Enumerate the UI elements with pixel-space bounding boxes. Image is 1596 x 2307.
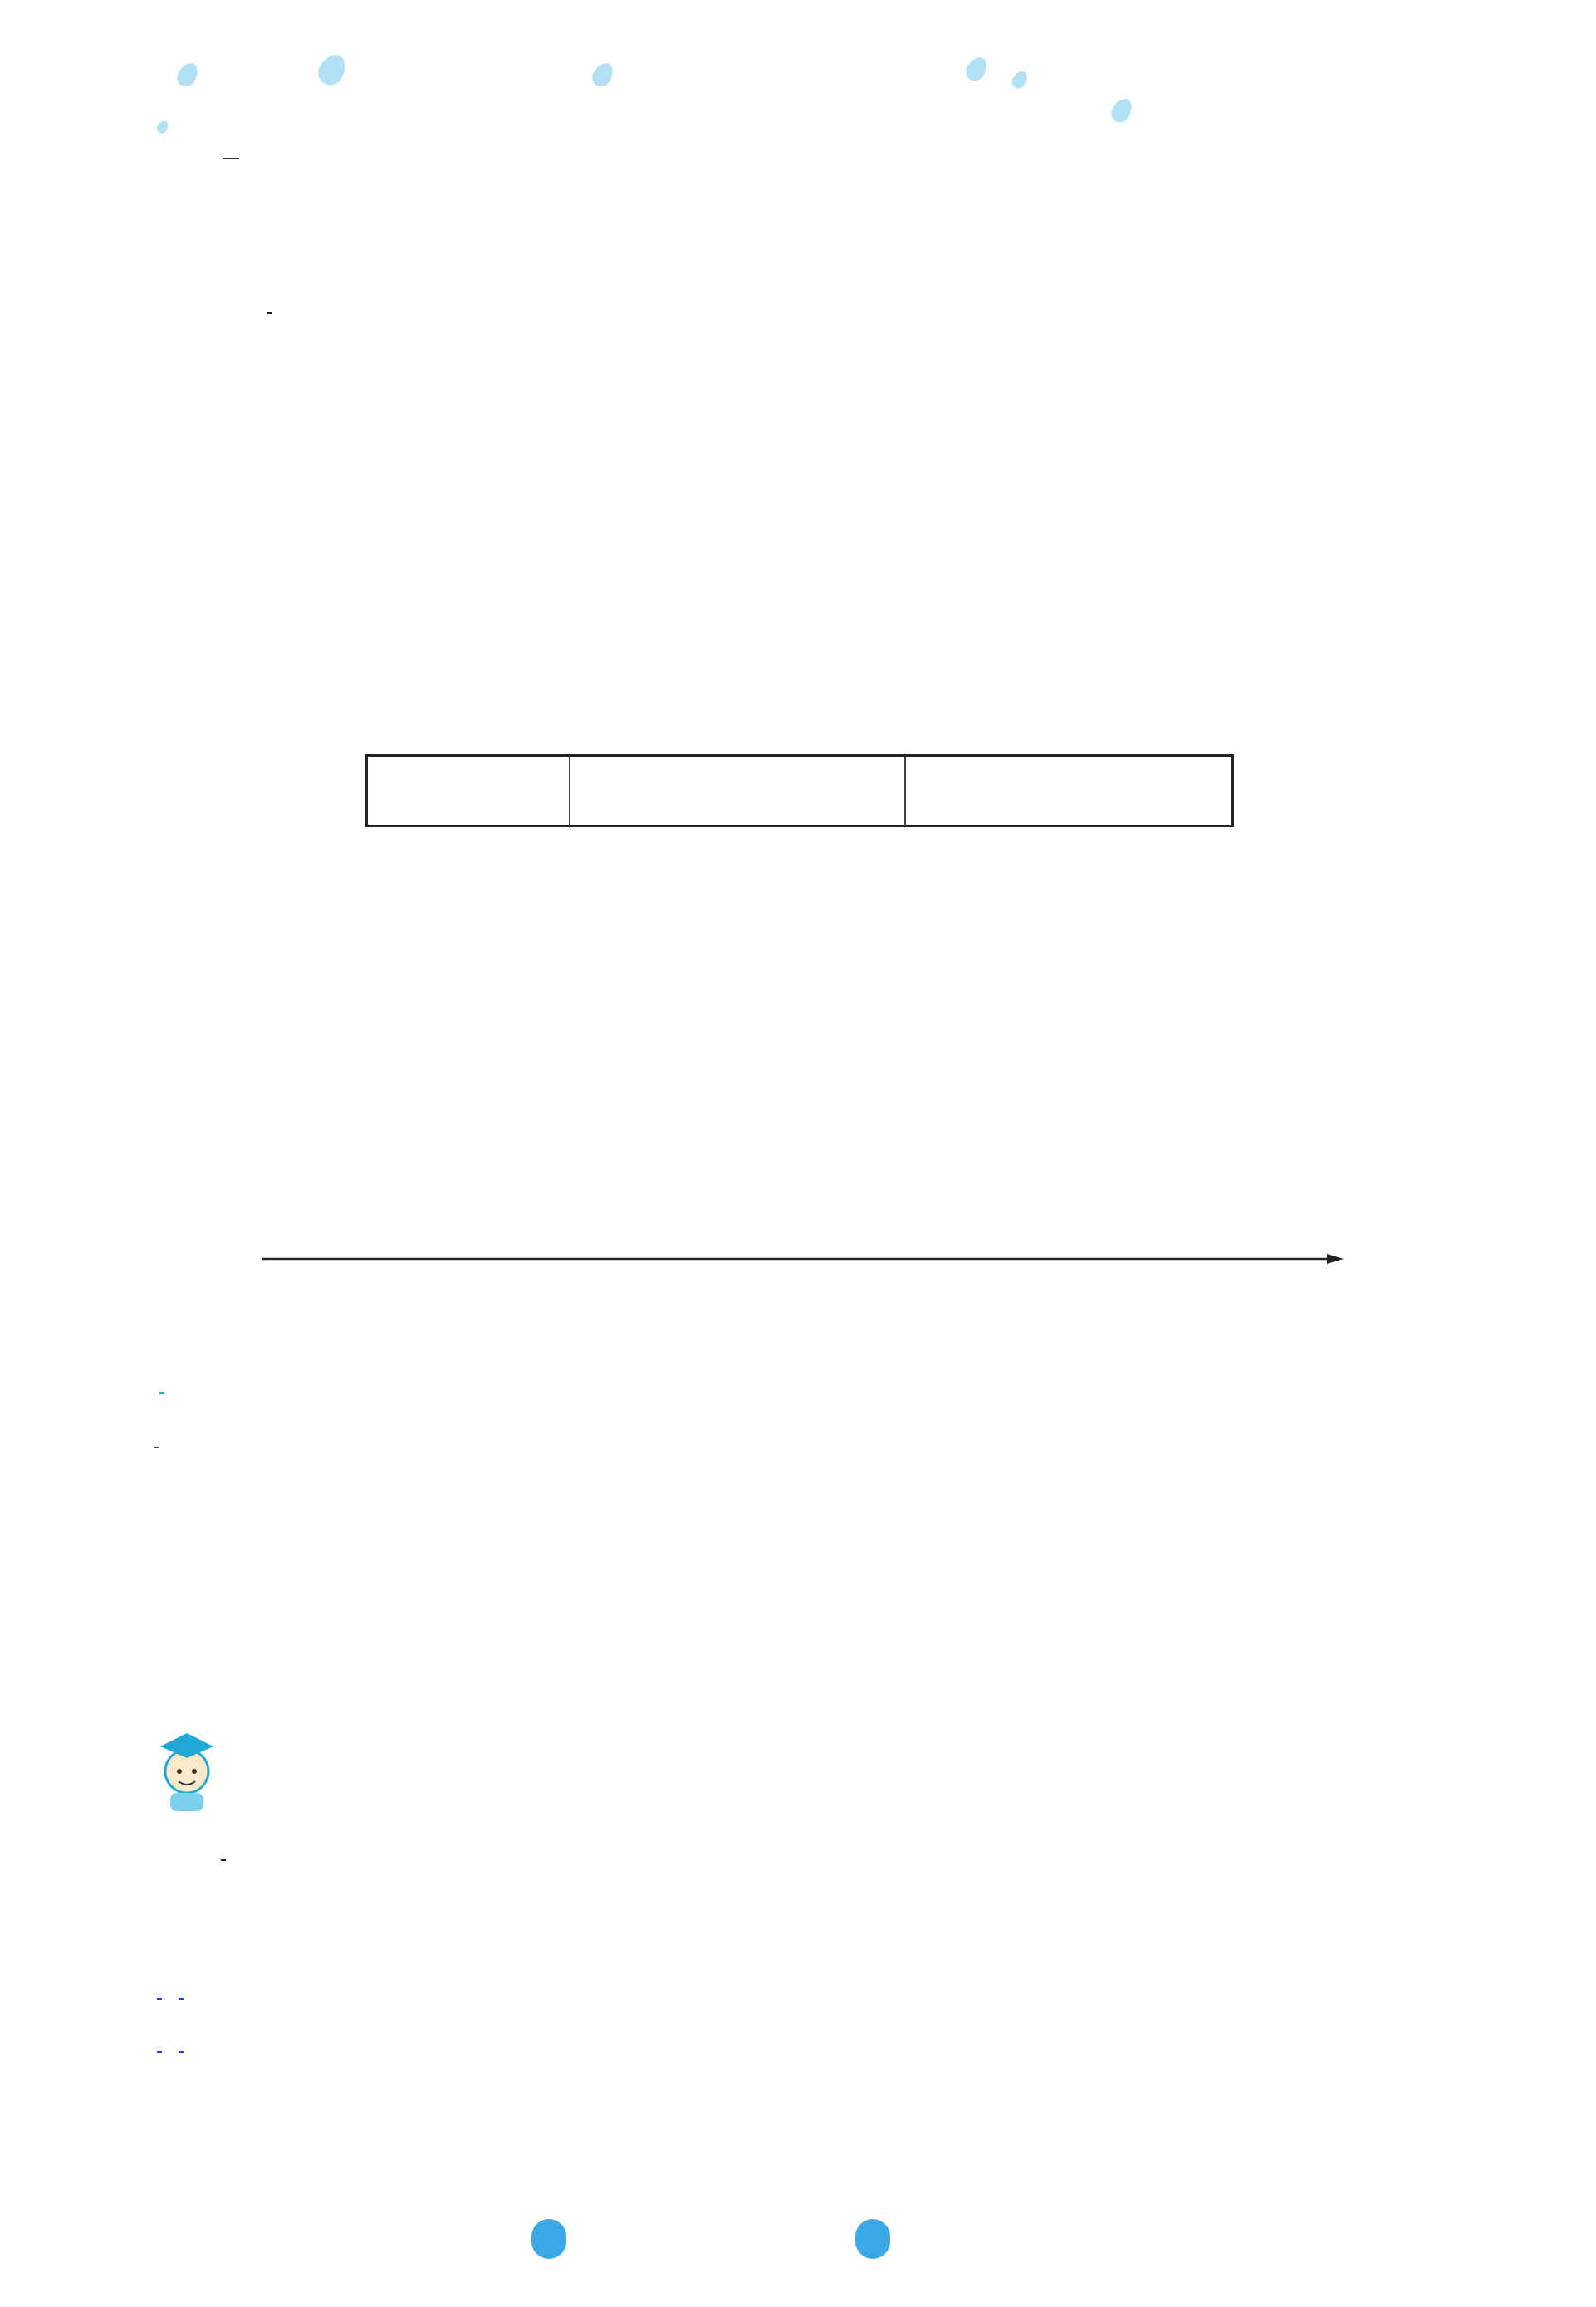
section-4-row [218, 602, 1505, 677]
droplet-decoration [155, 119, 170, 135]
droplet-decoration [589, 60, 617, 91]
bonus-solution-1 [154, 1978, 187, 2014]
writing-star-rating [855, 2219, 890, 2259]
number-line-fractions [0, 1171, 1596, 1237]
wisdom-star-rating [531, 2219, 566, 2259]
header-subtitle [223, 158, 239, 159]
table-header [570, 756, 905, 826]
option-a [264, 292, 276, 328]
droplet-decoration [1108, 96, 1136, 126]
droplet-decoration [1010, 68, 1031, 91]
droplet-decoration [962, 54, 991, 85]
droplet-decoration [174, 60, 202, 91]
solution-line-1 [151, 1427, 163, 1462]
bonus-solution-2 [154, 2031, 187, 2067]
mascot-icon [154, 1723, 220, 1815]
table-header [905, 756, 1233, 826]
table-header [367, 756, 570, 826]
bonus-question-line-1 [218, 1839, 229, 1875]
number-line-decimals [0, 1296, 1596, 1345]
section-7-title [156, 1374, 168, 1408]
section-3-row [216, 455, 1461, 522]
droplet-decoration [314, 50, 351, 90]
arrow-head [1327, 1254, 1344, 1264]
question-3-stem [218, 235, 247, 271]
conversion-table [365, 754, 1234, 827]
